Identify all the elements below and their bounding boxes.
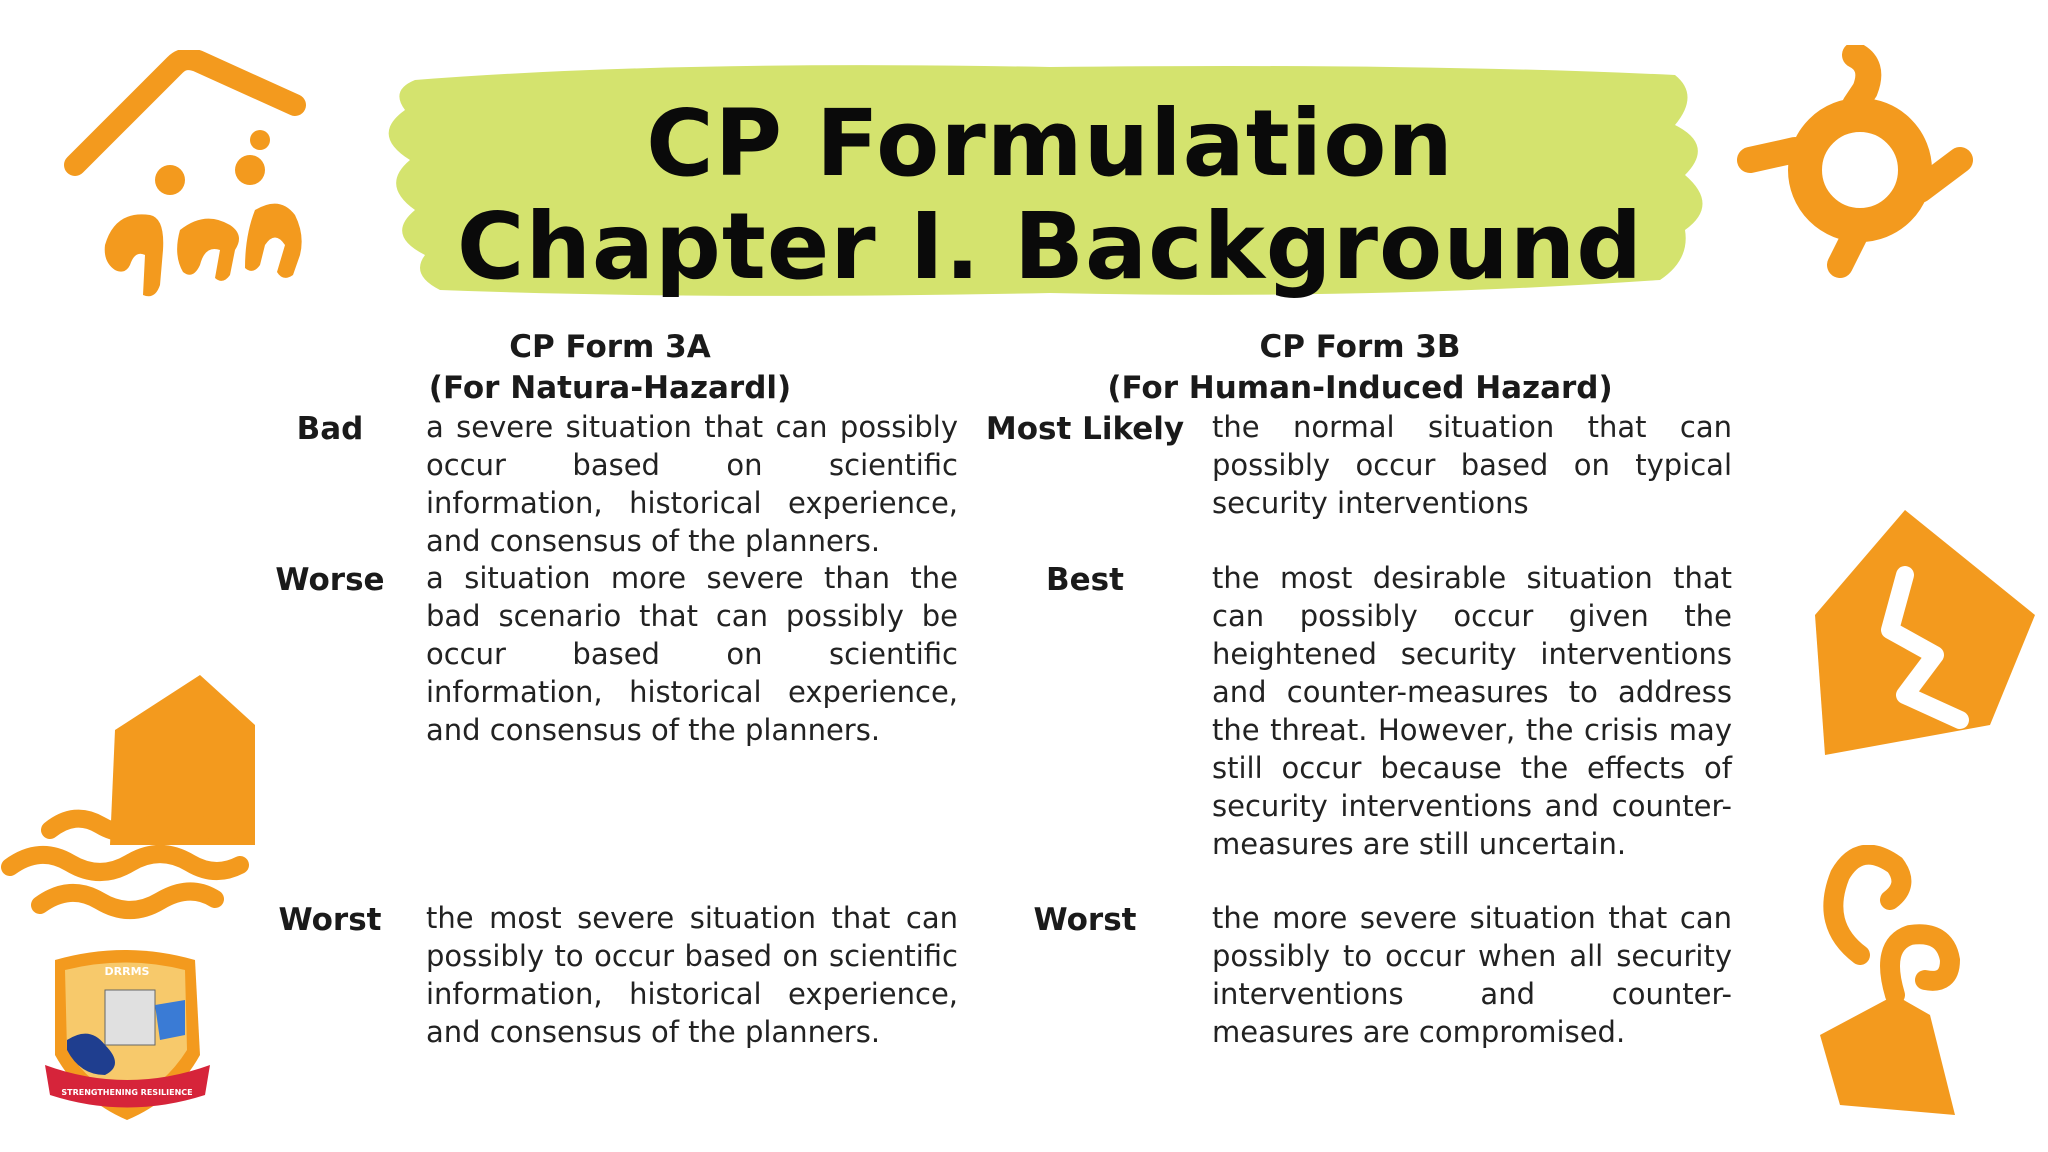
form-3b-definition-worst: the more severe situation that can possibly to occur when all security interventions and counter-measures are compromised. bbox=[1212, 901, 1732, 1049]
form-3b-definition-best: the most desirable situation that can possibly occur given the heightened security interventions and counter-measures to address the threat. However, the crisis may still occur because the effects of security interventions and counter-measures are still uncertain. bbox=[1212, 561, 1732, 861]
form-3b-term-best: Best bbox=[1046, 562, 1124, 598]
form-3a-definition-worst: the most severe situation that can possibly to occur based on scientific information, historical experience, and consensus of the planners. bbox=[426, 901, 958, 1049]
form-3a-subheading: (For Natura-Hazardl) bbox=[428, 370, 792, 406]
form-3b-term-worst: Worst bbox=[1033, 902, 1137, 938]
flood-icon bbox=[0, 675, 260, 925]
title-banner bbox=[370, 55, 1730, 305]
title-line-2: Chapter I. Background bbox=[456, 193, 1644, 300]
form-3b-term-most-likely: Most Likely bbox=[985, 411, 1185, 447]
form-3a-definition-bad: a severe situation that can possibly occur based on scientific information, historical experience, and consensus of the planners. bbox=[426, 410, 958, 558]
form-3b-subheading: (For Human-Induced Hazard) bbox=[1107, 370, 1613, 406]
storm-icon bbox=[1725, 45, 1985, 295]
earthquake-icon bbox=[1810, 505, 2048, 765]
form-3b-heading: CP Form 3B bbox=[1259, 329, 1461, 365]
form-3a-term-bad: Bad bbox=[296, 411, 364, 447]
form-3a-definition-worse: a situation more severe than the bad scenario that can possibly be occur based on scientific information, historical experience, and consensus of the planners. bbox=[426, 561, 958, 747]
title-line-1: CP Formulation bbox=[646, 90, 1454, 197]
drrms-logo bbox=[35, 945, 220, 1125]
logo-ribbon-text: STRENGTHENING RESILIENCE bbox=[61, 1088, 193, 1097]
form-3a-term-worst: Worst bbox=[278, 902, 382, 938]
volcano-icon bbox=[1800, 845, 2010, 1125]
logo-top-text: DRRMS bbox=[104, 965, 150, 978]
form-3a-heading: CP Form 3A bbox=[509, 329, 711, 365]
form-3a-term-worse: Worse bbox=[275, 562, 385, 598]
form-3b-definition-most-likely: the normal situation that can possibly occur based on typical security interventions bbox=[1212, 410, 1732, 520]
house-family-icon bbox=[55, 50, 345, 310]
